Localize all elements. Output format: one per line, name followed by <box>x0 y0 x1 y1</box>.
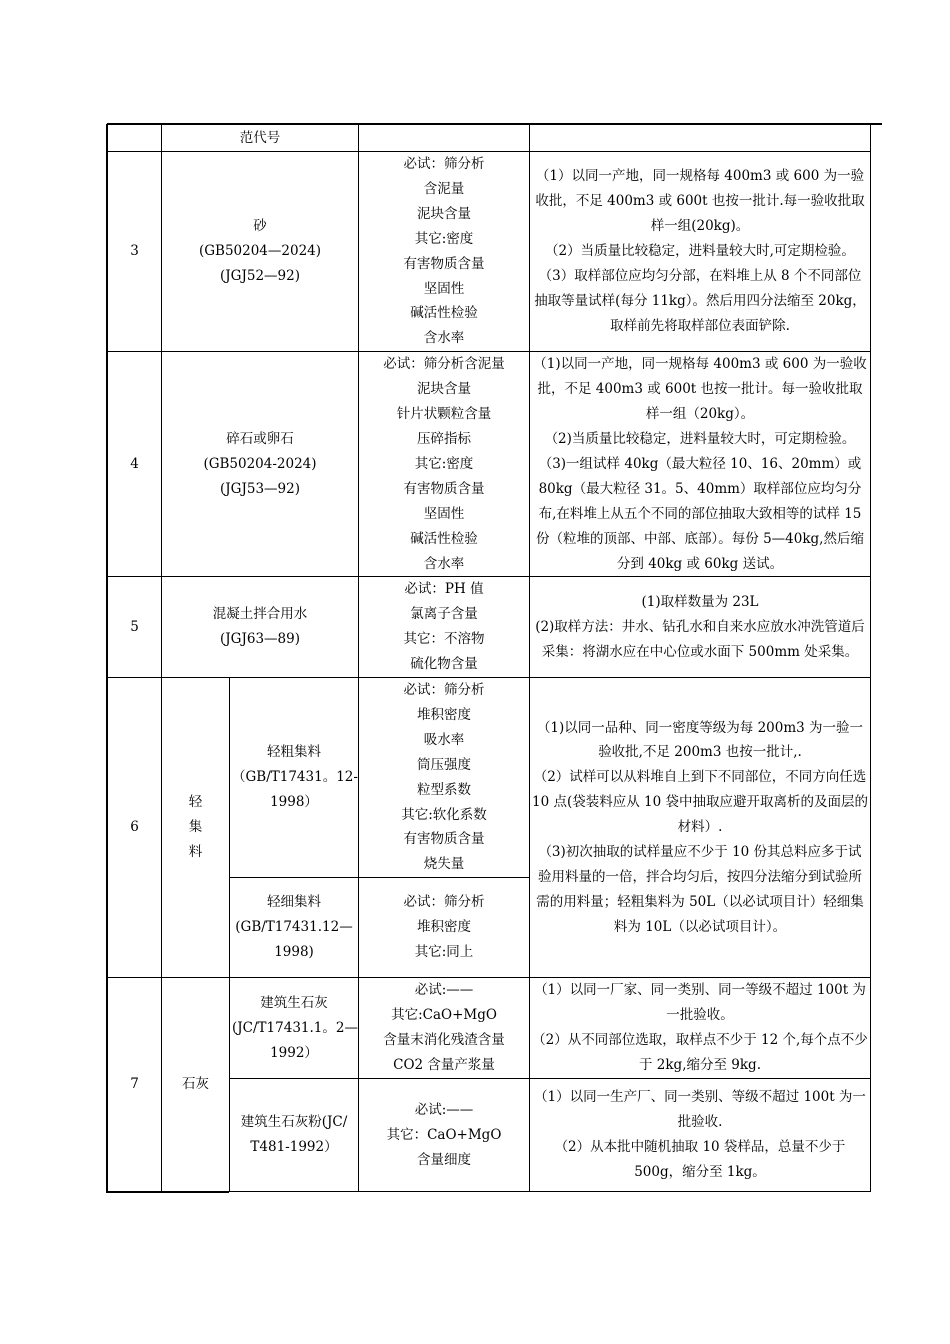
row-number: 5 <box>108 577 162 678</box>
test-item: 其它：不溶物 <box>403 631 485 648</box>
test-item: 必试:—— <box>414 1101 474 1118</box>
material-name-line: (JGJ63—89) <box>220 631 300 648</box>
test-item: 有害物质含量 <box>403 831 485 848</box>
test-item: 必试:—— <box>414 982 474 999</box>
sampling-requirements-cell <box>530 678 871 978</box>
test-item: 压碎指标 <box>417 430 471 447</box>
material-name-line: 建筑生石灰 <box>260 994 328 1011</box>
row-number: 3 <box>108 152 162 352</box>
test-item: 吸水率 <box>423 731 465 748</box>
test-item: 硫化物含量 <box>410 656 478 673</box>
material-name-line: (GB50204-2024) <box>203 455 317 472</box>
test-item: 其它：CaO+MgO <box>386 1126 502 1143</box>
test-items-cell <box>359 678 530 878</box>
row-number: 6 <box>108 678 162 978</box>
material-name-line: 建筑生石灰粉(JC/ <box>240 1114 348 1131</box>
test-item: 堆积密度 <box>417 919 471 936</box>
test-item: 含水率 <box>423 330 465 347</box>
header-name-cell: 范代号 <box>162 125 359 152</box>
material-name-line: 碎石或卵石 <box>226 430 294 447</box>
material-name-line: (GB50204—2024) <box>198 243 322 260</box>
sampling-requirements-cell <box>530 978 871 1079</box>
material-name-line: (JGJ53—92) <box>220 480 300 497</box>
material-name-line: 砂 <box>253 218 267 235</box>
sampling-requirements-cell <box>530 352 871 577</box>
test-item: 碱活性检验 <box>410 530 478 547</box>
test-item: 粒型系数 <box>417 781 471 798</box>
material-name-cell <box>230 678 359 878</box>
test-item: 含泥量 <box>423 180 465 197</box>
test-item: 氯离子含量 <box>410 606 478 623</box>
test-item: 筒压强度 <box>417 756 471 773</box>
test-item: 含水率 <box>423 555 465 572</box>
group-char: 集 <box>188 819 203 836</box>
test-item: 有害物质含量 <box>403 255 485 272</box>
requirement-paragraph: （2)当质量比较稳定，进料量较大时，可定期检验。 <box>544 430 856 447</box>
material-name-cell <box>230 1079 359 1192</box>
group-char: 轻 <box>188 794 203 811</box>
test-item: 堆积密度 <box>417 706 471 723</box>
header-items-cell <box>359 125 530 152</box>
header-no-cell <box>108 125 162 152</box>
test-items-cell <box>359 577 530 678</box>
test-item: 泥块含量 <box>417 205 471 222</box>
test-items-cell <box>359 978 530 1079</box>
table-row <box>108 577 871 678</box>
material-name-line: T481-1992） <box>250 1139 338 1156</box>
header-requirements-cell <box>530 125 871 152</box>
material-name-cell <box>162 152 359 352</box>
requirement-paragraph: （1）以同一生产厂、同一类别、等级不超过 100t 为一批验收. <box>534 1089 866 1131</box>
row-number: 4 <box>108 352 162 577</box>
material-name-cell <box>162 577 359 678</box>
requirement-paragraph: (1)取样数量为 23L <box>641 593 759 610</box>
requirement-paragraph: （1)以同一品种、同一密度等级为每 200m3 为一验一验收批,不足 200m3 也按一批计,. <box>536 719 864 761</box>
test-items-cell <box>359 352 530 577</box>
requirement-paragraph: （1)以同一产地，同一规格每 400m3 或 600 为一验收批，不足 400m3 或 600t 也按一批计。每一验收批取样一组（20kg）。 <box>533 356 867 423</box>
requirement-paragraph: （2）试样可以从料堆自上到下不同部位，不同方向任选 10 点(袋装料应从 10 袋中抽取应避开取离析的及面层的材料）. <box>532 769 868 836</box>
material-name-line: 轻粗集料 <box>267 744 321 761</box>
requirement-paragraph: （3）取样部位应均匀分部，在料堆上从 8 个不同部位抽取等量试样(每分 11kg）。然后用四分法缩至 20kg，取样前先将取样部位表面铲除. <box>534 268 866 334</box>
test-item: 针片状颗粒含量 <box>396 406 492 423</box>
test-item: 泥块含量 <box>417 381 471 398</box>
table-row <box>108 978 871 1079</box>
test-item: 其它:软化系数 <box>401 806 487 823</box>
requirement-paragraph: （3)初次抽取的试样量应不少于 10 份其总料应多于试验用料量的一倍，拌合均匀后，按四分法缩分到试验所需的用料量；轻粗集料为 50L（以必试项目计）轻细集料为 10L（以必试项目计）。 <box>536 844 864 935</box>
material-name-line: 1992） <box>270 1044 318 1061</box>
material-name-line: 1998） <box>270 794 318 811</box>
requirement-paragraph: （1）以同一厂家、同一类别、同一等级不超过 100t 为一批验收。 <box>534 982 866 1024</box>
test-item: 含量细度 <box>417 1151 471 1168</box>
test-item: 坚固性 <box>423 505 465 522</box>
table-row <box>108 152 871 352</box>
requirement-paragraph: （1）以同一产地，同一规格每 400m3 或 600 为一验收批，不足 400m3 或 600t 也按一批计.每一验收批取样一组(20kg)。 <box>535 168 865 235</box>
material-group-cell: 石灰 <box>162 978 230 1192</box>
test-item: 必试：筛分析 <box>403 894 485 911</box>
test-item: 烧失量 <box>423 856 465 873</box>
test-item: 必试：筛分析 <box>403 156 485 172</box>
row-number: 7 <box>108 978 162 1192</box>
test-items-cell <box>359 878 530 978</box>
test-items-cell <box>359 1079 530 1192</box>
test-item: 其它:CaO+MgO <box>391 1007 497 1024</box>
group-char: 料 <box>188 844 203 861</box>
table-row <box>108 352 871 577</box>
sampling-spec-table <box>107 124 871 1192</box>
material-name-cell <box>230 978 359 1079</box>
test-item: 有害物质含量 <box>403 480 485 497</box>
test-item: 含量末消化残渣含量 <box>383 1032 505 1049</box>
requirement-paragraph: （2）当质量比较稳定，进料量较大时,可定期检验。 <box>545 243 855 260</box>
test-item: 碱活性检验 <box>410 305 478 322</box>
material-name-line: 轻细集料 <box>267 894 321 911</box>
material-name-line: 混凝土拌合用水 <box>212 606 308 623</box>
material-name-line: (JC/T17431.1。2— <box>232 1019 358 1036</box>
test-item: 坚固性 <box>423 280 465 297</box>
requirement-paragraph: （2）从不同部位选取，取样点不少于 12 个,每个点不少于 2kg,缩分至 9kg. <box>532 1032 868 1074</box>
material-name-line: 1998) <box>274 944 314 961</box>
material-name-line: (GB/T17431.12— <box>235 919 353 936</box>
table-row <box>108 678 871 878</box>
requirement-paragraph: (2)取样方法：井水、钻孔水和自来水应放水冲洗管道后采集：将湖水应在中心位或水面下 500mm 处采集。 <box>535 618 865 660</box>
sampling-requirements-cell <box>530 152 871 352</box>
sampling-requirements-cell <box>530 577 871 678</box>
test-item: 其它:密度 <box>414 455 474 472</box>
test-item: 其它:同上 <box>414 944 474 961</box>
test-items-cell <box>359 152 530 352</box>
sampling-requirements-cell <box>530 1079 871 1192</box>
test-item: 其它:密度 <box>414 230 474 247</box>
requirement-paragraph: （3)一组试样 40kg（最大粒径 10、16、20mm）或 80kg（最大粒径 31。5、40mm）取样部位应均匀分布,在料堆上从五个不同的部位抽取大致相等的试样 15 份（粒堆的顶部、中部、底部）。每份 5—40kg,然后缩分到 40kg 或 60kg 送试。 <box>536 455 864 572</box>
test-item: 必试：PH 值 <box>404 581 484 598</box>
test-item: CO2 含量产浆量 <box>393 1057 495 1074</box>
test-item: 必试：筛分析 <box>403 682 485 699</box>
test-item: 必试：筛分析含泥量 <box>383 356 505 373</box>
material-name-cell <box>162 352 359 577</box>
material-name-cell <box>230 878 359 978</box>
material-name-line: （GB/T17431。12- <box>232 769 358 786</box>
material-name-line: (JGJ52—92) <box>220 268 300 285</box>
material-group-cell <box>162 678 230 978</box>
requirement-paragraph: （2）从本批中随机抽取 10 袋样品，总量不少于 500g，缩分至 1kg。 <box>554 1139 846 1181</box>
table-header-row <box>108 125 871 152</box>
